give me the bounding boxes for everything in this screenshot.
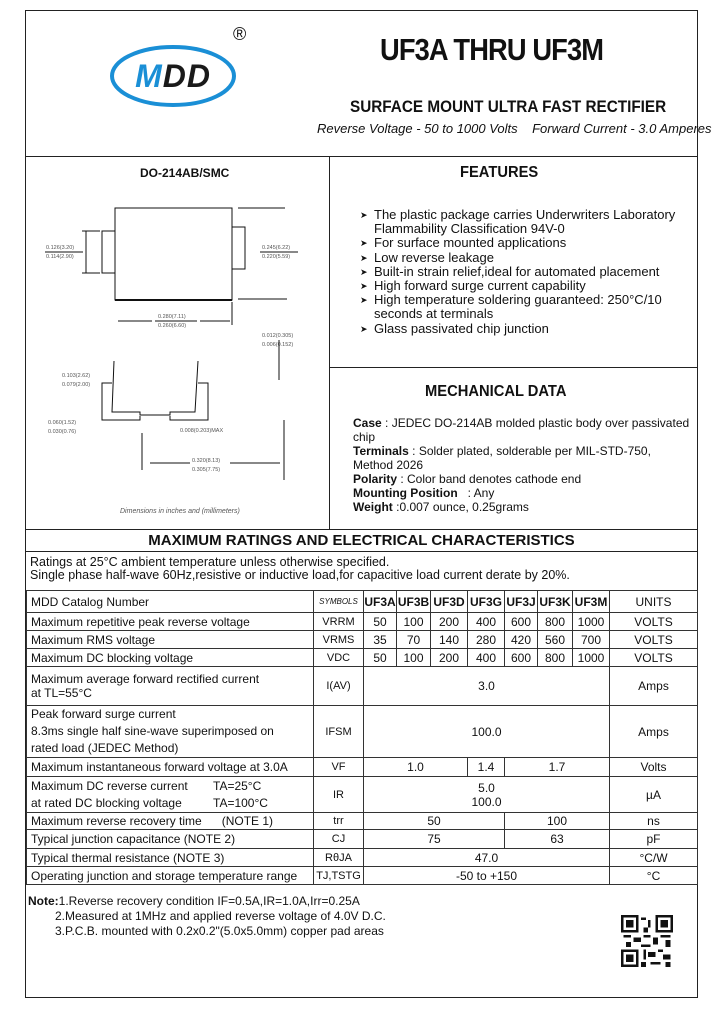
divider bbox=[329, 156, 330, 530]
table-cell: 420 bbox=[505, 631, 538, 649]
table-cell: VOLTS bbox=[610, 631, 698, 649]
table-cell: 63 bbox=[505, 830, 610, 849]
dim-label: 0.305(7.75) bbox=[192, 467, 221, 473]
table-cell: µA bbox=[610, 777, 698, 813]
dim-label: 0.006(0.152) bbox=[262, 342, 294, 348]
dim-label: 0.012(0.305) bbox=[262, 333, 294, 339]
rating-summary: Reverse Voltage - 50 to 1000 Volts Forward Current - 3.0 Amperes bbox=[317, 121, 712, 136]
table-cell: UF3J bbox=[505, 591, 538, 613]
svg-text:MDD: MDD bbox=[135, 58, 211, 94]
table-row bbox=[27, 706, 698, 758]
table-cell: VOLTS bbox=[610, 613, 698, 631]
table-cell: Maximum reverse recovery time (NOTE 1) bbox=[27, 813, 314, 830]
dim-label: 0.030(0.76) bbox=[48, 429, 77, 435]
table-cell: 700 bbox=[573, 631, 610, 649]
table-cell: 400 bbox=[468, 613, 505, 631]
mdd-logo bbox=[108, 38, 238, 108]
ratings-title: MAXIMUM RATINGS AND ELECTRICAL CHARACTERISTICS bbox=[25, 530, 698, 552]
dim-label: 0.280(7.11) bbox=[158, 314, 186, 320]
table-cell: Maximum repetitive peak reverse voltage bbox=[27, 613, 314, 631]
feature-item: ➤ High forward surge current capability bbox=[360, 278, 586, 294]
table-cell: VOLTS bbox=[610, 649, 698, 667]
table-cell: 280 bbox=[468, 631, 505, 649]
table-cell: Amps bbox=[610, 667, 698, 706]
table-cell: MDD Catalog Number bbox=[27, 591, 314, 613]
table-cell: 800 bbox=[538, 613, 573, 631]
table-cell: 200 bbox=[431, 613, 468, 631]
mechanical-data: Case : JEDEC DO-214AB molded plastic body over passivated chip Terminals : Solder plated, solderable per MIL-STD-750, Method 2026 Polarity : Color band denotes cathode end Mounting Position : Any Weight :0.007 ounce, 0.25grams bbox=[353, 416, 690, 514]
page-title: UF3A THRU UF3M bbox=[380, 32, 604, 67]
table-cell: 100 bbox=[397, 649, 431, 667]
table-cell: 100 bbox=[397, 613, 431, 631]
dim-label: 0.114(2.90) bbox=[46, 254, 74, 260]
table-cell: 70 bbox=[397, 631, 431, 649]
table-cell: UF3G bbox=[468, 591, 505, 613]
table-cell: 200 bbox=[431, 649, 468, 667]
ratings-conditions: Ratings at 25°C ambient temperature unless otherwise specified. Single phase half-wave 60Hz,resistive or inductive load,for capacitive load current derate by 20%. bbox=[30, 555, 570, 582]
table-row bbox=[27, 777, 698, 813]
table-row bbox=[27, 867, 698, 885]
registered-mark: ® bbox=[233, 24, 247, 44]
table-cell: Volts bbox=[610, 758, 698, 777]
table-cell: -50 to +150 bbox=[364, 867, 610, 885]
dim-label: 0.079(2.00) bbox=[62, 382, 91, 388]
arrow-bullet-icon: ➤ bbox=[360, 281, 368, 292]
table-cell: 50 bbox=[364, 649, 397, 667]
table-cell: VDC bbox=[314, 649, 364, 667]
table-cell: Maximum instantaneous forward voltage at 3.0A bbox=[27, 758, 314, 777]
features-list bbox=[360, 208, 690, 336]
table-cell: 560 bbox=[538, 631, 573, 649]
divider bbox=[329, 367, 698, 368]
table-cell: 5.0 100.0 bbox=[364, 777, 610, 813]
table-cell: UF3D bbox=[431, 591, 468, 613]
table-cell: 50 bbox=[364, 813, 505, 830]
arrow-bullet-icon: ➤ bbox=[360, 210, 368, 220]
table-cell: °C bbox=[610, 867, 698, 885]
dim-label: 0.260(6.60) bbox=[158, 323, 187, 329]
table-cell: UNITS bbox=[610, 591, 698, 613]
table-cell: °C/W bbox=[610, 849, 698, 867]
table-row bbox=[27, 631, 698, 649]
table-cell: VF bbox=[314, 758, 364, 777]
table-cell: CJ bbox=[314, 830, 364, 849]
table-row bbox=[27, 613, 698, 631]
table-cell: IR bbox=[314, 777, 364, 813]
arrow-bullet-icon: ➤ bbox=[360, 295, 368, 306]
dim-label: 0.103(2.62) bbox=[62, 373, 91, 379]
table-cell: ns bbox=[610, 813, 698, 830]
table-cell: Maximum DC reverse current TA=25°C at rated DC blocking voltage TA=100°C bbox=[27, 777, 314, 813]
table-row bbox=[27, 813, 698, 830]
feature-item: ➤ Glass passivated chip junction bbox=[360, 320, 549, 336]
table-cell: Typical thermal resistance (NOTE 3) bbox=[27, 849, 314, 867]
table-cell: TJ,TSTG bbox=[314, 867, 364, 885]
feature-item: ➤ Low reverse leakage bbox=[360, 249, 494, 265]
table-row bbox=[27, 758, 698, 777]
table-cell: 1000 bbox=[573, 613, 610, 631]
table-cell: 140 bbox=[431, 631, 468, 649]
feature-item: ➤ High temperature soldering guaranteed: 250°C/10 seconds at terminals bbox=[360, 292, 662, 322]
table-cell: 100 bbox=[505, 813, 610, 830]
dim-label: 0.008(0.203)MAX bbox=[180, 428, 224, 434]
table-cell: IFSM bbox=[314, 706, 364, 758]
table-cell: 75 bbox=[364, 830, 505, 849]
table-row bbox=[27, 849, 698, 867]
table-cell: 1000 bbox=[573, 649, 610, 667]
table-cell: 47.0 bbox=[364, 849, 610, 867]
table-cell: Amps bbox=[610, 706, 698, 758]
table-cell: UF3A bbox=[364, 591, 397, 613]
table-row bbox=[27, 667, 698, 706]
table-cell: 800 bbox=[538, 649, 573, 667]
table-cell: 3.0 bbox=[364, 667, 610, 706]
table-row bbox=[27, 649, 698, 667]
table-cell: UF3K bbox=[538, 591, 573, 613]
dim-label: 0.320(8.13) bbox=[192, 458, 221, 464]
features-title: FEATURES bbox=[460, 164, 539, 181]
dim-label: 0.220(5.59) bbox=[262, 254, 291, 260]
dimension-caption: Dimensions in inches and (millimeters) bbox=[120, 508, 240, 515]
feature-item: ➤ For surface mounted applications bbox=[360, 235, 567, 251]
table-cell: 400 bbox=[468, 649, 505, 667]
table-row bbox=[27, 830, 698, 849]
table-cell: 50 bbox=[364, 613, 397, 631]
mechanical-title: MECHANICAL DATA bbox=[425, 383, 567, 400]
table-cell: 600 bbox=[505, 613, 538, 631]
table-cell: 1.0 bbox=[364, 758, 468, 777]
notes: Note:1.Reverse recovery condition IF=0.5A,IR=1.0A,Irr=0.25A 2.Measured at 1MHz and applied reverse voltage of 4.0V D.C. 3.P.C.B. mounted with 0.2x0.2"(5.0x5.0mm) copper pad areas bbox=[28, 894, 386, 938]
dim-label: 0.126(3.20) bbox=[46, 245, 75, 251]
feature-item: ➤ The plastic package carries Underwriters Laboratory Flammability Classification 94V-0 bbox=[360, 207, 676, 237]
arrow-bullet-icon: ➤ bbox=[360, 238, 368, 249]
table-header-row bbox=[27, 591, 698, 613]
package-drawing bbox=[40, 190, 320, 530]
table-cell: 35 bbox=[364, 631, 397, 649]
table-cell: 1.4 bbox=[468, 758, 505, 777]
table-cell: VRRM bbox=[314, 613, 364, 631]
table-cell: Operating junction and storage temperature range bbox=[27, 867, 314, 885]
table-cell: Peak forward surge current 8.3ms single half sine-wave superimposed on rated load (JEDEC Method) bbox=[27, 706, 314, 758]
table-cell: UF3M bbox=[573, 591, 610, 613]
ratings-table bbox=[26, 590, 698, 885]
table-cell: I(AV) bbox=[314, 667, 364, 706]
table-cell: pF bbox=[610, 830, 698, 849]
dim-label: 0.245(6.22) bbox=[262, 245, 291, 251]
table-cell: 100.0 bbox=[364, 706, 610, 758]
table-cell: VRMS bbox=[314, 631, 364, 649]
table-cell: Maximum DC blocking voltage bbox=[27, 649, 314, 667]
feature-item: ➤ Built-in strain relief,ideal for automated placement bbox=[360, 263, 660, 279]
arrow-bullet-icon: ➤ bbox=[360, 252, 368, 263]
table-cell: 600 bbox=[505, 649, 538, 667]
qr-code bbox=[621, 915, 673, 967]
package-title: DO-214AB/SMC bbox=[140, 166, 230, 180]
table-cell: UF3B bbox=[397, 591, 431, 613]
table-cell: Maximum average forward rectified current at TL=55°C bbox=[27, 667, 314, 706]
table-cell: RθJA bbox=[314, 849, 364, 867]
table-cell: trr bbox=[314, 813, 364, 830]
table-cell: Typical junction capacitance (NOTE 2) bbox=[27, 830, 314, 849]
page-subtitle: SURFACE MOUNT ULTRA FAST RECTIFIER bbox=[350, 97, 667, 116]
arrow-bullet-icon: ➤ bbox=[360, 323, 368, 334]
dim-label: 0.060(1.52) bbox=[48, 420, 77, 426]
arrow-bullet-icon: ➤ bbox=[360, 266, 368, 277]
table-cell: 1.7 bbox=[505, 758, 610, 777]
table-cell: SYMBOLS bbox=[314, 591, 364, 613]
table-cell: Maximum RMS voltage bbox=[27, 631, 314, 649]
